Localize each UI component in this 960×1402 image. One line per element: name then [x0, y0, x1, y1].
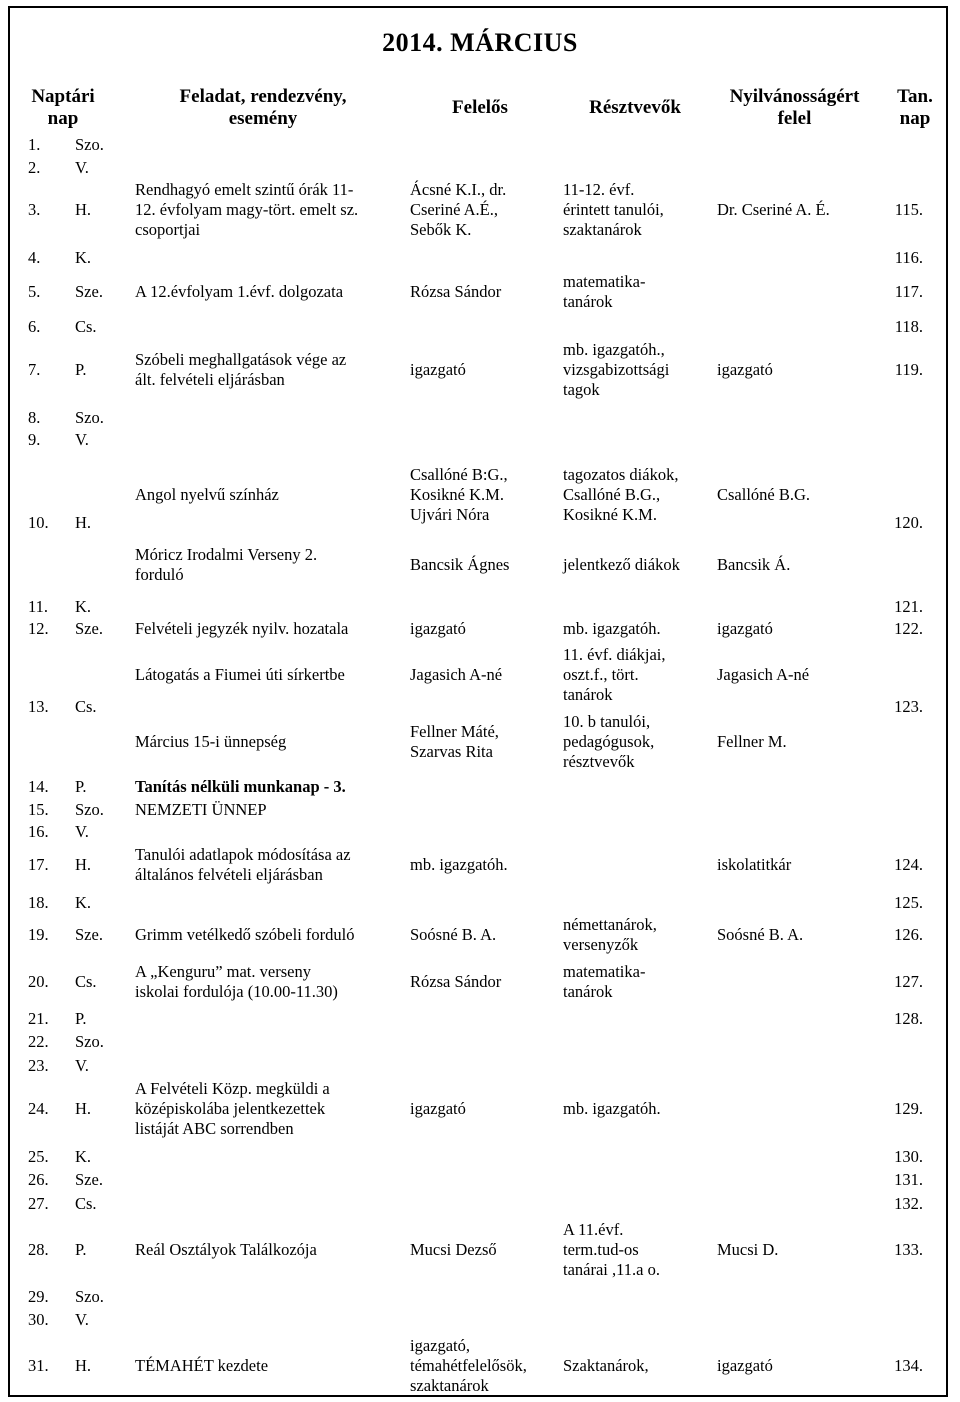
responsible-line: mb. igazgatóh.	[410, 855, 508, 874]
publicity-responsible-line: Bancsik Á.	[717, 555, 791, 574]
participants-line: résztvevők	[563, 752, 635, 771]
responsible-line: igazgató	[410, 619, 466, 638]
day-number: 20.	[28, 972, 49, 991]
participants	[563, 645, 665, 705]
weekday: V.	[75, 822, 89, 841]
weekday: Sze.	[75, 282, 103, 301]
school-day-number: 127.	[894, 972, 923, 991]
responsible-line: igazgató,	[410, 1336, 471, 1355]
participants	[563, 180, 664, 240]
day-number: 9.	[28, 430, 41, 449]
event-text-line: Móricz Irodalmi Verseny 2.	[135, 545, 318, 564]
responsible-line: Soósné B. A.	[410, 925, 497, 944]
responsible-line: Kosikné K.M.	[410, 485, 504, 504]
header-nyilvanossag-line2: felel	[777, 108, 812, 129]
responsible-line: igazgató	[410, 360, 466, 379]
day-number: 12.	[28, 619, 49, 638]
weekday: K.	[75, 248, 92, 267]
event-text-line: forduló	[135, 565, 184, 584]
weekday: K.	[75, 597, 92, 616]
publicity-responsible-line: Csallóné B.G.	[717, 485, 811, 504]
event-text-line: Reál Osztályok Találkozója	[135, 1240, 317, 1259]
participants-line: mb. igazgatóh.,	[563, 340, 665, 359]
publicity-responsible-line: igazgató	[717, 1356, 773, 1375]
publicity-responsible-line: igazgató	[717, 360, 773, 379]
publicity-responsible-line: igazgató	[717, 619, 773, 638]
event-text-line: Tanulói adatlapok módosítása az	[135, 845, 351, 864]
participants-line: tanárok	[563, 982, 613, 1001]
event-text-line: Szóbeli meghallgatások vége az	[135, 350, 347, 369]
day-number: 5.	[28, 282, 41, 301]
event-text	[135, 485, 279, 505]
publicity-responsible	[717, 555, 790, 575]
header-felelos: Felelős	[452, 97, 508, 118]
responsible-line: Szarvas Rita	[410, 742, 493, 761]
participants	[563, 619, 661, 639]
participants-line: érintett tanulói,	[563, 200, 664, 219]
weekday: Szo.	[75, 1032, 104, 1051]
school-day-number: 121.	[894, 597, 923, 616]
publicity-responsible-line: Dr. Cseriné A. É.	[717, 200, 830, 219]
day-number: 6.	[28, 317, 41, 336]
weekday: Cs.	[75, 697, 97, 716]
event-text	[135, 1240, 317, 1260]
responsible	[410, 925, 496, 945]
school-day-number: 116.	[894, 248, 923, 267]
participants-line: tanárok	[563, 685, 613, 704]
publicity-responsible-line: Jagasich A-né	[717, 665, 810, 684]
event-text-line: A 12.évfolyam 1.évf. dolgozata	[135, 282, 344, 301]
day-number: 30.	[28, 1310, 49, 1329]
participants-line: matematika-	[563, 272, 646, 291]
header-tan-nap	[880, 86, 950, 130]
weekday: P.	[75, 1009, 87, 1028]
weekday: V.	[75, 1056, 89, 1075]
event-text-line: általános felvételi eljárásban	[135, 865, 323, 884]
event-text	[135, 545, 317, 585]
publicity-responsible-line: Fellner M.	[717, 732, 787, 751]
day-number: 1.	[28, 135, 41, 154]
participants-line: Szaktanárok,	[563, 1356, 649, 1375]
event-text	[135, 800, 267, 820]
day-number: 13.	[28, 697, 49, 716]
participants-line: Csallóné B.G.,	[563, 485, 661, 504]
day-number: 7.	[28, 360, 41, 379]
responsible	[410, 619, 466, 639]
responsible-line: Ujvári Nóra	[410, 505, 490, 524]
event-text	[135, 1356, 268, 1376]
participants-line: mb. igazgatóh.	[563, 619, 661, 638]
day-number: 19.	[28, 925, 49, 944]
school-day-number: 129.	[894, 1099, 923, 1118]
participants	[563, 712, 654, 772]
weekday: H.	[75, 1099, 92, 1118]
responsible-line: Fellner Máté,	[410, 722, 499, 741]
school-day-number: 130.	[894, 1147, 923, 1166]
publicity-responsible	[717, 360, 773, 380]
participants-line: 11. évf. diákjai,	[563, 645, 666, 664]
participants-line: oszt.f., tört.	[563, 665, 639, 684]
participants	[563, 1356, 649, 1376]
day-number: 29.	[28, 1287, 49, 1306]
day-number: 22.	[28, 1032, 49, 1051]
responsible-line: Jagasich A-né	[410, 665, 503, 684]
day-number: 28.	[28, 1240, 49, 1259]
event-text-line: Angol nyelvű színház	[135, 485, 279, 504]
school-day-number: 132.	[894, 1194, 923, 1213]
responsible-line: szaktanárok	[410, 1376, 489, 1395]
day-number: 10.	[28, 512, 49, 532]
day-number: 27.	[28, 1194, 49, 1213]
participants	[563, 272, 645, 312]
header-nyilvanossag	[712, 86, 877, 130]
participants-line: mb. igazgatóh.	[563, 1099, 661, 1118]
responsible	[410, 282, 501, 302]
header-naptari-nap	[18, 86, 108, 130]
school-day-number: 122.	[894, 619, 923, 638]
event-text-line: listáját ABC sorrendben	[135, 1119, 294, 1138]
day-number: 21.	[28, 1009, 49, 1028]
event-text	[135, 619, 348, 639]
event-text	[135, 350, 346, 390]
responsible	[410, 180, 506, 240]
publicity-responsible	[717, 855, 791, 875]
day-number: 14.	[28, 777, 49, 796]
responsible-line: témahétfelelősök,	[410, 1356, 527, 1375]
responsible	[410, 555, 509, 575]
responsible	[410, 1336, 527, 1396]
school-day-number: 125.	[894, 893, 923, 912]
participants	[563, 915, 657, 955]
participants-line: matematika-	[563, 962, 646, 981]
weekday: Cs.	[75, 1194, 97, 1213]
day-number: 3.	[28, 200, 41, 219]
weekday: Szo.	[75, 408, 104, 427]
day-number: 4.	[28, 248, 41, 267]
school-day-number: 128.	[894, 1009, 923, 1028]
school-day-number: 117.	[894, 282, 923, 301]
participants-line: 10. b tanulói,	[563, 712, 651, 731]
weekday: K.	[75, 893, 92, 912]
header-nyilvanossag-line1: Nyilvánosságért	[729, 86, 860, 107]
day-number: 23.	[28, 1056, 49, 1075]
event-text	[135, 665, 345, 685]
event-text	[135, 962, 338, 1002]
participants	[563, 1220, 660, 1280]
publicity-responsible	[717, 1356, 773, 1376]
responsible	[410, 1099, 466, 1119]
day-number: 26.	[28, 1170, 49, 1189]
school-day-number: 134.	[894, 1356, 923, 1375]
school-day-number: 115.	[894, 200, 923, 219]
event-text	[135, 282, 343, 302]
weekday: K.	[75, 1147, 92, 1166]
publicity-responsible-line: Soósné B. A.	[717, 925, 804, 944]
event-text	[135, 777, 346, 797]
day-number: 25.	[28, 1147, 49, 1166]
publicity-responsible	[717, 200, 830, 220]
weekday: P.	[75, 360, 87, 379]
event-text-line: ált. felvételi eljárásban	[135, 370, 285, 389]
weekday: Szo.	[75, 135, 104, 154]
header-feladat-line1: Feladat, rendezvény,	[179, 86, 347, 107]
participants	[563, 340, 669, 400]
responsible-line: Ácsné K.I., dr.	[410, 180, 507, 199]
weekday: H.	[75, 855, 92, 874]
page-title: 2014. MÁRCIUS	[382, 28, 578, 57]
publicity-responsible	[717, 925, 803, 945]
participants-line: szaktanárok	[563, 220, 642, 239]
header-naptari-line2: nap	[47, 108, 79, 129]
responsible	[410, 855, 508, 875]
publicity-responsible	[717, 619, 773, 639]
weekday: H.	[75, 512, 92, 532]
responsible	[410, 360, 466, 380]
day-number: 8.	[28, 408, 41, 427]
participants-line: A 11.évf.	[563, 1220, 624, 1239]
event-text	[135, 180, 358, 240]
event-text-line: Grimm vetélkedő szóbeli forduló	[135, 925, 355, 944]
header-tan-line1: Tan.	[897, 86, 933, 107]
weekday: V.	[75, 1310, 89, 1329]
participants-line: vizsgabizottsági	[563, 360, 670, 379]
participants-line: tagozatos diákok,	[563, 465, 679, 484]
responsible	[410, 465, 508, 525]
header-feladat-line2: esemény	[228, 108, 298, 129]
responsible-line: Rózsa Sándor	[410, 972, 502, 991]
event-text-line: Látogatás a Fiumei úti sírkertbe	[135, 665, 345, 684]
event-text	[135, 732, 286, 752]
weekday: P.	[75, 1240, 87, 1259]
event-text	[135, 845, 351, 885]
weekday: Cs.	[75, 972, 97, 991]
day-number: 15.	[28, 800, 49, 819]
school-day-number: 120.	[894, 512, 923, 532]
participants	[563, 465, 678, 525]
responsible	[410, 972, 501, 992]
school-day-number: 118.	[894, 317, 923, 336]
day-number: 24.	[28, 1099, 49, 1118]
responsible	[410, 1240, 497, 1260]
weekday: H.	[75, 1356, 92, 1375]
event-text-line: Felvételi jegyzék nyilv. hozatala	[135, 619, 349, 638]
participants-line: 11-12. évf.	[563, 180, 635, 199]
participants-line: Kosikné K.M.	[563, 505, 657, 524]
publicity-responsible-line: iskolatitkár	[717, 855, 792, 874]
participants	[563, 555, 680, 575]
participants-line: tagok	[563, 380, 600, 399]
participants-line: versenyzők	[563, 935, 639, 954]
header-feladat	[148, 86, 378, 130]
header-resztvevok: Résztvevők	[589, 97, 681, 118]
participants	[563, 962, 645, 1002]
event-text-line: középiskolába jelentkezettek	[135, 1099, 326, 1118]
responsible	[410, 665, 502, 685]
day-number: 31.	[28, 1356, 49, 1375]
publicity-responsible	[717, 485, 810, 505]
school-day-number: 133.	[894, 1240, 923, 1259]
day-number: 18.	[28, 893, 49, 912]
school-day-number: 119.	[894, 360, 923, 379]
responsible-line: Sebők K.	[410, 220, 472, 239]
participants-line: pedagógusok,	[563, 732, 655, 751]
participants	[563, 1099, 661, 1119]
publicity-responsible	[717, 665, 809, 685]
weekday: Cs.	[75, 317, 97, 336]
event-text	[135, 925, 355, 945]
day-number: 16.	[28, 822, 49, 841]
weekday: V.	[75, 158, 89, 177]
responsible-line: igazgató	[410, 1099, 466, 1118]
participants-line: némettanárok,	[563, 915, 657, 934]
school-day-number: 126.	[894, 925, 923, 944]
event-text-line: Rendhagyó emelt szintű órák 11-	[135, 180, 354, 199]
responsible	[410, 722, 499, 762]
publicity-responsible	[717, 732, 787, 752]
event-text-line: iskolai fordulója (10.00-11.30)	[135, 982, 338, 1001]
event-text	[135, 1079, 330, 1139]
event-text-line: csoportjai	[135, 220, 201, 239]
participants-line: tanárai ,11.a o.	[563, 1260, 660, 1279]
day-number: 17.	[28, 855, 49, 874]
weekday: Sze.	[75, 925, 103, 944]
event-text-line: TÉMAHÉT kezdete	[135, 1356, 269, 1375]
weekday: H.	[75, 200, 92, 219]
day-number: 11.	[28, 597, 49, 616]
publicity-responsible	[717, 1240, 778, 1260]
school-day-number: 131.	[894, 1170, 923, 1189]
event-text-line: A Felvételi Közp. megküldi a	[135, 1079, 330, 1098]
participants-line: tanárok	[563, 292, 613, 311]
weekday: Szo.	[75, 800, 104, 819]
event-text-line: Tanítás nélküli munkanap - 3.	[135, 777, 346, 796]
event-text-line: Március 15-i ünnepség	[135, 732, 287, 751]
header-tan-line2: nap	[899, 108, 931, 129]
responsible-line: Cseriné A.É.,	[410, 200, 498, 219]
publicity-responsible-line: Mucsi D.	[717, 1240, 779, 1259]
header-naptari-line1: Naptári	[31, 86, 95, 107]
weekday: Sze.	[75, 619, 103, 638]
responsible-line: Mucsi Dezső	[410, 1240, 497, 1259]
weekday: Sze.	[75, 1170, 103, 1189]
responsible-line: Rózsa Sándor	[410, 282, 502, 301]
day-number: 2.	[28, 158, 41, 177]
school-day-number: 124.	[894, 855, 923, 874]
responsible-line: Bancsik Ágnes	[410, 555, 510, 574]
responsible-line: Csallóné B:G.,	[410, 465, 508, 484]
participants-line: jelentkező diákok	[563, 555, 680, 574]
event-text-line: NEMZETI ÜNNEP	[135, 800, 267, 819]
event-text-line: 12. évfolyam magy-tört. emelt sz.	[135, 200, 359, 219]
school-day-number: 123.	[894, 697, 923, 716]
participants-line: term.tud-os	[563, 1240, 639, 1259]
weekday: V.	[75, 430, 89, 449]
weekday: P.	[75, 777, 87, 796]
event-text-line: A „Kenguru” mat. verseny	[135, 962, 311, 981]
weekday: Szo.	[75, 1287, 104, 1306]
